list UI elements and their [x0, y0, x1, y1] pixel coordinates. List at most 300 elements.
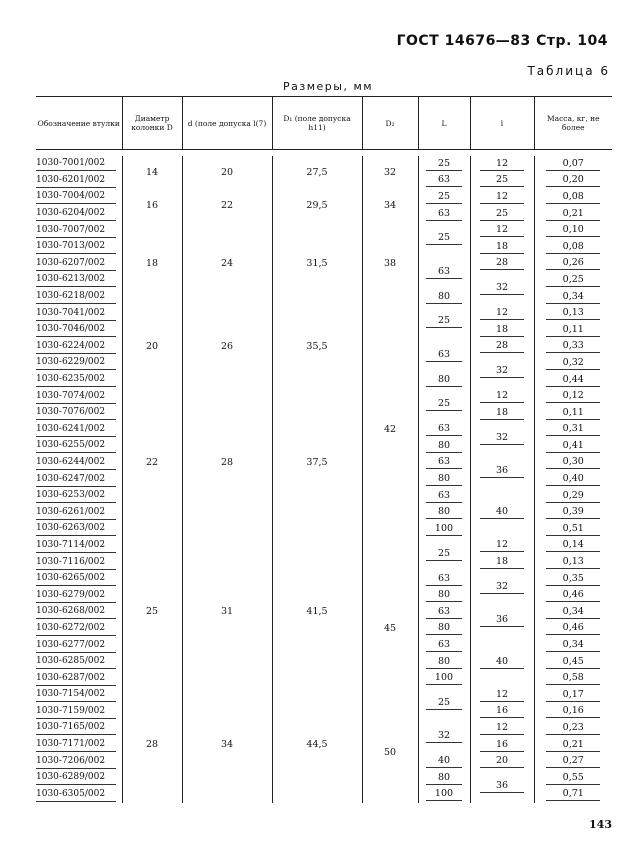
cell-d [122, 388, 182, 537]
cell-mass [534, 471, 612, 488]
bushing-code-value: 1030-6268/002 [36, 605, 116, 619]
cell-l-value: 12 [480, 158, 524, 171]
cell-mass [534, 455, 612, 472]
cell-d [182, 189, 272, 222]
cell-l [418, 587, 470, 604]
cell-l [470, 770, 534, 803]
bushing-code-value: 1030-7004/002 [36, 190, 116, 204]
cell-l-value: 80 [426, 656, 462, 669]
cell-mass [534, 654, 612, 671]
cell-mass [534, 305, 612, 322]
bushing-code-value: 1030-7114/002 [36, 539, 116, 553]
bushing-code-value: 1030-6244/002 [36, 456, 116, 470]
cell-d2 [362, 189, 418, 222]
cell-l-value: 63 [426, 266, 462, 279]
cell-l-value: 25 [426, 315, 462, 328]
cell-l-value: 36 [480, 614, 524, 627]
bushing-code [36, 521, 122, 538]
cell-d [182, 222, 272, 305]
cell-mass-value: 0,11 [546, 407, 600, 420]
table-label: Таблица 6 [527, 64, 610, 78]
cell-l-value: 80 [426, 589, 462, 602]
cell-d-value: 20 [220, 166, 234, 178]
bushing-code [36, 222, 122, 239]
bushing-code [36, 355, 122, 372]
cell-mass-value: 0,45 [546, 656, 600, 669]
cell-l [418, 720, 470, 753]
cell-l [418, 621, 470, 638]
cell-l [470, 173, 534, 190]
cell-mass-value: 0,31 [546, 423, 600, 436]
page-number: 143 [589, 818, 612, 831]
cell-l [418, 670, 470, 687]
cell-d-value: 25 [145, 606, 159, 618]
cell-mass-value: 0,21 [546, 208, 600, 221]
table-row [36, 538, 612, 555]
bushing-code [36, 787, 122, 804]
cell-mass-value: 0,20 [546, 174, 600, 187]
cell-d2-value: 38 [383, 257, 397, 269]
bushing-code-value: 1030-6261/002 [36, 506, 116, 520]
cell-l [418, 372, 470, 389]
cell-mass-value: 0,41 [546, 440, 600, 453]
cell-mass [534, 206, 612, 223]
column-header: D₁ (поле допуска h11) [272, 97, 362, 150]
cell-l [470, 737, 534, 754]
bushing-code-value: 1030-6241/002 [36, 423, 116, 437]
bushing-code-value: 1030-6289/002 [36, 771, 116, 785]
bushing-code [36, 372, 122, 389]
cell-mass [534, 687, 612, 704]
cell-l-value: 100 [426, 672, 462, 685]
cell-l-value: 18 [480, 556, 524, 569]
cell-mass-value: 0,12 [546, 390, 600, 403]
cell-l-value: 80 [426, 440, 462, 453]
cell-d-value: 22 [220, 199, 234, 211]
cell-d2 [362, 554, 418, 703]
bushing-code-value: 1030-6218/002 [36, 290, 116, 304]
cell-d [182, 156, 272, 189]
cell-l [470, 222, 534, 239]
cell-d1 [272, 687, 362, 803]
cell-l [418, 289, 470, 306]
cell-mass [534, 438, 612, 455]
cell-d-value: 22 [145, 456, 159, 468]
cell-l [470, 571, 534, 604]
cell-d [182, 305, 272, 388]
bushing-code-value: 1030-6235/002 [36, 373, 116, 387]
cell-mass [534, 272, 612, 289]
bushing-code-value: 1030-6247/002 [36, 473, 116, 487]
cell-l-value: 25 [426, 232, 462, 245]
bushing-code [36, 422, 122, 439]
cell-l [470, 488, 534, 538]
bushing-code-value: 1030-6253/002 [36, 489, 116, 503]
cell-l [470, 554, 534, 571]
cell-l-value: 12 [480, 390, 524, 403]
cell-l-value: 28 [480, 257, 524, 270]
bushing-code [36, 704, 122, 721]
cell-d1-value: 41,5 [306, 606, 328, 618]
bushing-code [36, 621, 122, 638]
bushing-code [36, 737, 122, 754]
cell-l-value: 32 [480, 282, 524, 295]
cell-d2-value: 50 [383, 747, 397, 759]
cell-mass [534, 256, 612, 273]
bushing-code [36, 405, 122, 422]
cell-l-value: 32 [480, 581, 524, 594]
cell-l [418, 222, 470, 255]
cell-d1 [272, 305, 362, 388]
bushing-code-value: 1030-6204/002 [36, 207, 116, 221]
cell-d [122, 305, 182, 388]
cell-mass [534, 604, 612, 621]
table-row [36, 189, 612, 206]
cell-l [470, 239, 534, 256]
cell-l [418, 538, 470, 571]
cell-l [418, 521, 470, 538]
cell-l-value: 63 [426, 490, 462, 503]
cell-l-value: 12 [480, 722, 524, 735]
cell-mass-value: 0,35 [546, 573, 600, 586]
cell-l [470, 455, 534, 488]
cell-l [470, 422, 534, 455]
cell-l [470, 256, 534, 273]
bushing-code-value: 1030-6224/002 [36, 340, 116, 354]
table-row [36, 388, 612, 405]
cell-mass-value: 0,14 [546, 539, 600, 552]
bushing-code-value: 1030-7206/002 [36, 755, 116, 769]
cell-l [470, 687, 534, 704]
cell-mass-value: 0,39 [546, 506, 600, 519]
cell-l [470, 339, 534, 356]
cell-l [470, 720, 534, 737]
cell-d1-value: 29,5 [306, 199, 328, 211]
cell-l-value: 40 [480, 656, 524, 669]
bushing-code [36, 289, 122, 306]
bushing-code [36, 504, 122, 521]
bushing-code-value: 1030-6277/002 [36, 639, 116, 653]
cell-d1-value: 44,5 [306, 739, 328, 751]
cell-l-value: 80 [426, 506, 462, 519]
cell-mass [534, 289, 612, 306]
cell-d [122, 687, 182, 803]
table-row [36, 305, 612, 322]
cell-l-value: 12 [480, 539, 524, 552]
cell-mass-value: 0,46 [546, 589, 600, 602]
bushing-code-value: 1030-6279/002 [36, 589, 116, 603]
standard-header: ГОСТ 14676—83 Стр. 104 [396, 33, 608, 49]
cell-l-value: 25 [426, 158, 462, 171]
cell-mass-value: 0,58 [546, 672, 600, 685]
bushing-code [36, 554, 122, 571]
cell-d [182, 687, 272, 803]
cell-mass-value: 0,71 [546, 788, 600, 801]
cell-mass-value: 0,13 [546, 307, 600, 320]
cell-l-value: 40 [426, 755, 462, 768]
cell-mass [534, 637, 612, 654]
bushing-code [36, 753, 122, 770]
cell-d2 [362, 222, 418, 305]
cell-mass-value: 0,55 [546, 772, 600, 785]
cell-l [418, 305, 470, 338]
cell-mass [534, 422, 612, 439]
bushing-code-value: 1030-7013/002 [36, 240, 116, 254]
cell-mass [534, 770, 612, 787]
bushing-code-value: 1030-6229/002 [36, 356, 116, 370]
cell-l-value: 63 [426, 606, 462, 619]
cell-d2-value: 45 [383, 622, 397, 634]
bushing-code [36, 173, 122, 190]
cell-l-value: 100 [426, 523, 462, 536]
cell-l-value: 63 [426, 174, 462, 187]
cell-d [122, 156, 182, 189]
cell-d1-value: 31,5 [306, 257, 328, 269]
cell-l [470, 704, 534, 721]
cell-l-value: 28 [480, 340, 524, 353]
cell-d-value: 28 [145, 739, 159, 751]
cell-d1-value: 35,5 [306, 340, 328, 352]
bushing-code [36, 305, 122, 322]
bushing-code-value: 1030-6201/002 [36, 174, 116, 188]
cell-l-value: 63 [426, 573, 462, 586]
cell-mass-value: 0,27 [546, 755, 600, 768]
cell-mass [534, 521, 612, 538]
bushing-code [36, 339, 122, 356]
bushing-code-value: 1030-7007/002 [36, 224, 116, 238]
cell-l-value: 63 [426, 208, 462, 221]
column-header: Обозначение втулки [36, 97, 122, 150]
cell-mass-value: 0,08 [546, 191, 600, 204]
cell-d2 [362, 704, 418, 804]
bushing-code [36, 687, 122, 704]
bushing-code [36, 322, 122, 339]
cell-mass [534, 222, 612, 239]
cell-mass-value: 0,07 [546, 158, 600, 171]
cell-l [418, 455, 470, 472]
cell-l [418, 571, 470, 588]
cell-mass [534, 173, 612, 190]
cell-d [182, 388, 272, 537]
cell-d2-value: 42 [383, 423, 397, 435]
cell-l-value: 25 [426, 697, 462, 710]
cell-l-value: 12 [480, 191, 524, 204]
bushing-code-value: 1030-6263/002 [36, 522, 116, 536]
cell-mass [534, 504, 612, 521]
cell-d-value: 28 [220, 456, 234, 468]
cell-d2 [362, 305, 418, 554]
cell-l [418, 388, 470, 421]
cell-mass-value: 0,26 [546, 257, 600, 270]
cell-l [418, 687, 470, 720]
cell-mass-value: 0,40 [546, 473, 600, 486]
cell-d1 [272, 388, 362, 537]
cell-mass-value: 0,34 [546, 639, 600, 652]
cell-mass [534, 339, 612, 356]
cell-mass-value: 0,11 [546, 324, 600, 337]
cell-l-value: 20 [480, 755, 524, 768]
cell-d-value: 16 [145, 199, 159, 211]
cell-mass-value: 0,25 [546, 274, 600, 287]
cell-l [418, 422, 470, 439]
cell-l-value: 40 [480, 506, 524, 519]
cell-l [418, 438, 470, 455]
cell-l-value: 80 [426, 374, 462, 387]
cell-l-value: 18 [480, 407, 524, 420]
cell-l [470, 305, 534, 322]
cell-mass-value: 0,34 [546, 606, 600, 619]
cell-d-value: 24 [220, 257, 234, 269]
cell-d2-value: 34 [383, 199, 397, 211]
column-header: d (поле допуска l(7) [182, 97, 272, 150]
cell-l [418, 156, 470, 173]
bushing-code-value: 1030-7165/002 [36, 721, 116, 735]
cell-l [418, 471, 470, 488]
bushing-code-value: 1030-7159/002 [36, 705, 116, 719]
cell-mass-value: 0,34 [546, 291, 600, 304]
bushing-code-value: 1030-6207/002 [36, 257, 116, 271]
cell-l [418, 504, 470, 521]
cell-d-value: 18 [145, 257, 159, 269]
cell-l [418, 256, 470, 289]
cell-mass [534, 372, 612, 389]
bushing-code [36, 770, 122, 787]
cell-mass [534, 720, 612, 737]
cell-mass [534, 488, 612, 505]
cell-l [470, 405, 534, 422]
bushing-code [36, 571, 122, 588]
cell-mass [534, 587, 612, 604]
cell-l-value: 16 [480, 705, 524, 718]
cell-mass [534, 571, 612, 588]
bushing-code [36, 256, 122, 273]
cell-l [470, 388, 534, 405]
bushing-code [36, 438, 122, 455]
cell-l [470, 272, 534, 305]
column-header: L [418, 97, 470, 150]
cell-mass [534, 538, 612, 555]
cell-mass-value: 0,21 [546, 739, 600, 752]
cell-l [418, 637, 470, 654]
bushing-code-value: 1030-7116/002 [36, 556, 116, 570]
cell-mass-value: 0,23 [546, 722, 600, 735]
cell-l-value: 80 [426, 291, 462, 304]
cell-d2-value: 32 [383, 166, 397, 178]
cell-d1 [272, 189, 362, 222]
cell-l [470, 156, 534, 173]
table-row [36, 156, 612, 173]
cell-mass-value: 0,32 [546, 357, 600, 370]
cell-mass [534, 787, 612, 804]
cell-l [470, 189, 534, 206]
cell-l-value: 80 [426, 473, 462, 486]
bushing-code-value: 1030-6285/002 [36, 655, 116, 669]
table-row [36, 222, 612, 239]
cell-l [470, 538, 534, 555]
bushing-code [36, 455, 122, 472]
cell-mass-value: 0,30 [546, 456, 600, 469]
cell-d [182, 538, 272, 687]
bushing-code-value: 1030-7046/002 [36, 323, 116, 337]
bushing-code [36, 670, 122, 687]
cell-l-value: 63 [426, 349, 462, 362]
cell-l-value: 18 [480, 241, 524, 254]
cell-mass [534, 388, 612, 405]
cell-d1-value: 27,5 [306, 166, 328, 178]
cell-mass [534, 737, 612, 754]
cell-d-value: 14 [145, 166, 159, 178]
cell-l [418, 753, 470, 770]
cell-l [418, 654, 470, 671]
bushing-code [36, 156, 122, 173]
cell-l-value: 36 [480, 780, 524, 793]
cell-mass-value: 0,13 [546, 556, 600, 569]
cell-mass [534, 405, 612, 422]
bushing-code-value: 1030-7041/002 [36, 307, 116, 321]
table-row [36, 687, 612, 704]
cell-l [418, 770, 470, 787]
cell-l-value: 80 [426, 622, 462, 635]
cell-d1 [272, 222, 362, 305]
cell-mass [534, 670, 612, 687]
cell-mass-value: 0,51 [546, 523, 600, 536]
bushing-code [36, 272, 122, 289]
cell-mass [534, 554, 612, 571]
bushing-code-value: 1030-6265/002 [36, 572, 116, 586]
bushing-code [36, 587, 122, 604]
cell-l-value: 80 [426, 772, 462, 785]
cell-l-value: 25 [480, 208, 524, 221]
bushing-code-value: 1030-6255/002 [36, 439, 116, 453]
cell-l [470, 206, 534, 223]
cell-l-value: 12 [480, 224, 524, 237]
cell-l-value: 63 [426, 456, 462, 469]
cell-l [470, 604, 534, 637]
cell-d-value: 31 [220, 606, 234, 618]
cell-l-value: 18 [480, 324, 524, 337]
column-header: Диаметр колонки D [122, 97, 182, 150]
cell-mass-value: 0,17 [546, 689, 600, 702]
cell-l [470, 753, 534, 770]
bushing-code [36, 239, 122, 256]
cell-l [418, 488, 470, 505]
cell-mass-value: 0,10 [546, 224, 600, 237]
cell-d-value: 26 [220, 340, 234, 352]
cell-mass [534, 621, 612, 638]
cell-d [122, 189, 182, 222]
cell-d1 [272, 156, 362, 189]
bushing-code-value: 1030-6305/002 [36, 788, 116, 802]
cell-l-value: 32 [426, 730, 462, 743]
cell-mass-value: 0,29 [546, 490, 600, 503]
bushing-code [36, 720, 122, 737]
bushing-code [36, 538, 122, 555]
cell-l [418, 787, 470, 804]
units-caption: Размеры, мм [283, 80, 374, 93]
cell-l-value: 12 [480, 689, 524, 702]
cell-l-value: 32 [480, 432, 524, 445]
cell-l-value: 100 [426, 788, 462, 801]
bushing-code-value: 1030-7171/002 [36, 738, 116, 752]
column-header: l [470, 97, 534, 150]
cell-mass [534, 355, 612, 372]
bushing-code [36, 637, 122, 654]
cell-d-value: 20 [145, 340, 159, 352]
cell-mass [534, 753, 612, 770]
cell-mass-value: 0,08 [546, 241, 600, 254]
cell-l [418, 189, 470, 206]
cell-mass-value: 0,46 [546, 622, 600, 635]
